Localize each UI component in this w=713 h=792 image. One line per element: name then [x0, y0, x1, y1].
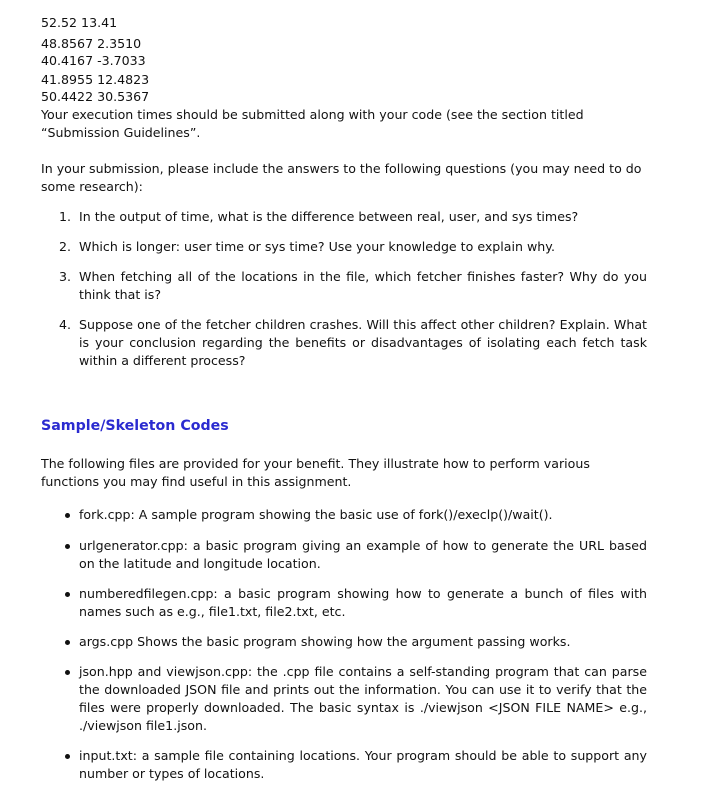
bullet-icon [65, 754, 70, 759]
question-text: Suppose one of the fetcher children crashes. Will this affect other children? Explain. What is your conclusion regarding the benefits or disadvantages of isolating each fetch task within a different process? [79, 317, 647, 368]
bullet-icon [65, 640, 70, 645]
file-description: urlgenerator.cpp: a basic program giving an example of how to generate the URL based on the latitude and longitude location. [79, 538, 647, 571]
bullet-icon [65, 670, 70, 675]
file-description: args.cpp Shows the basic program showing how the argument passing works. [79, 634, 571, 649]
coordinate-line: 50.4422 30.5367 [41, 89, 150, 104]
file-description: json.hpp and viewjson.cpp: the .cpp file contains a self-standing program that can parse the downloaded JSON file and prints out the information. You can use it to verify that the files were properly downloaded. The basic syntax is ./viewjson <JSON FILE NAME> e.g., ./viewjson file1.json. [79, 664, 647, 733]
question-number: 2. [59, 239, 72, 254]
coordinate-line: 48.8567 2.3510 [41, 36, 142, 51]
question-number: 1. [59, 209, 72, 224]
bullet-icon [65, 592, 70, 597]
question-number: 3. [59, 269, 72, 284]
files-intro: The following files are provided for your benefit. They illustrate how to perform various functions you may find useful in this assignment. [41, 456, 590, 489]
questions-intro: In your submission, please include the answers to the following questions (you may need to do some research): [41, 161, 642, 194]
coordinate-line: 52.52 13.41 [41, 15, 118, 30]
question-number: 4. [59, 317, 72, 332]
section-heading: Sample/Skeleton Codes [41, 418, 229, 434]
execution-note: Your execution times should be submitted along with your code (see the section titled “Submission Guidelines”. [41, 107, 584, 140]
question-text: In the output of time, what is the difference between real, user, and sys times? [79, 209, 579, 224]
coordinate-line: 40.4167 -3.7033 [41, 53, 146, 68]
file-description: input.txt: a sample file containing locations. Your program should be able to support any number or types of locations. [79, 748, 647, 781]
question-text: Which is longer: user time or sys time? Use your knowledge to explain why. [79, 239, 555, 254]
bullet-icon [65, 544, 70, 549]
file-description: fork.cpp: A sample program showing the basic use of fork()/execlp()/wait(). [79, 507, 553, 522]
bullet-icon [65, 513, 70, 518]
file-description: numberedfilegen.cpp: a basic program showing how to generate a bunch of files with names such as e.g., file1.txt, file2.txt, etc. [79, 586, 647, 619]
question-text: When fetching all of the locations in the file, which fetcher finishes faster? Why do you think that is? [79, 269, 647, 302]
coordinate-line: 41.8955 12.4823 [41, 72, 150, 87]
